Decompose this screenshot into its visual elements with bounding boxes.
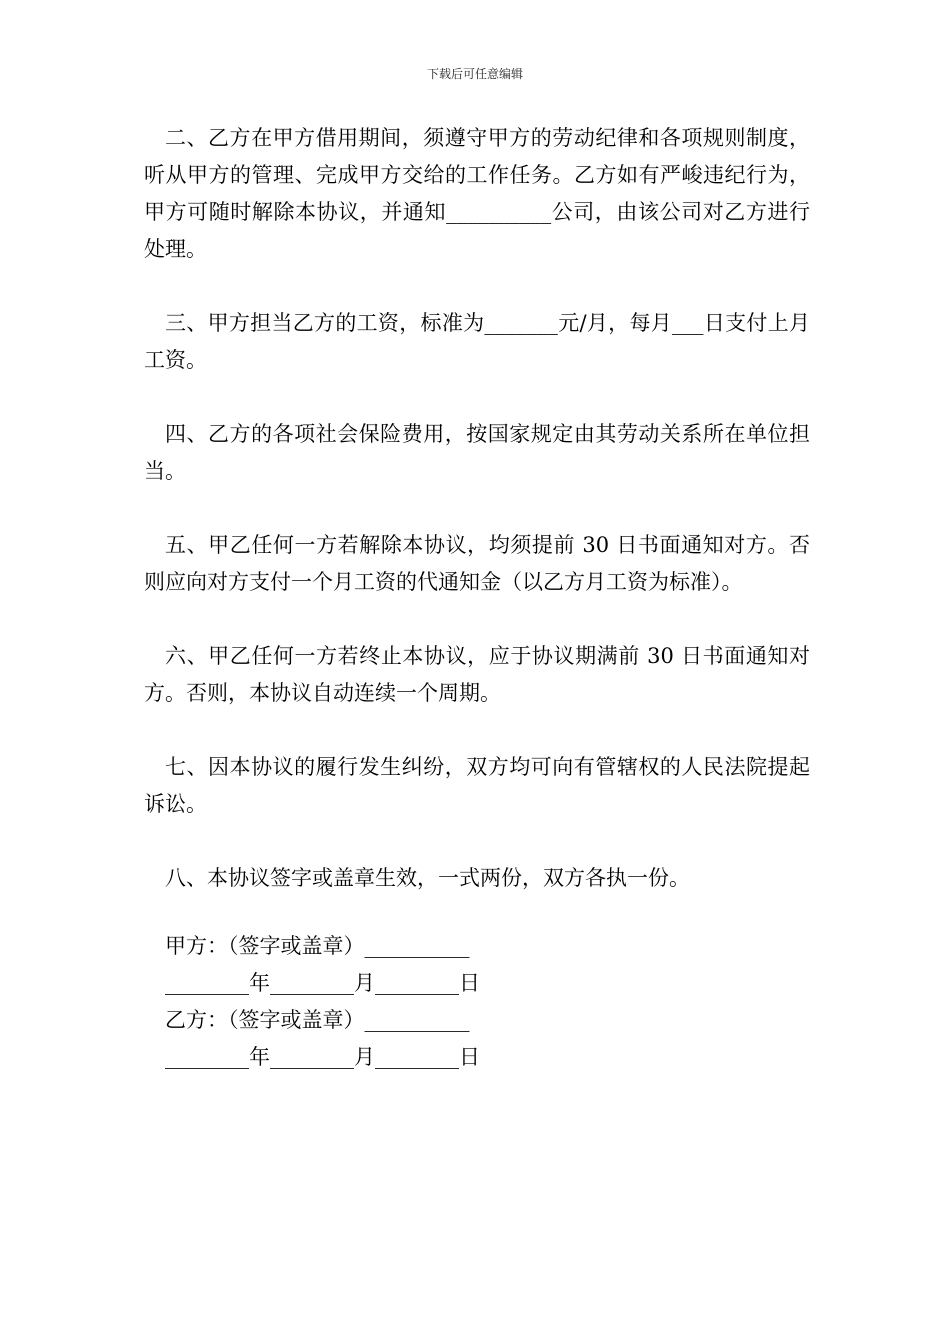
clause-8: 八、本协议签字或盖章生效，一式两份，双方各执一份。 — [165, 866, 690, 890]
clause-7: 七、因本协议的履行发生纠纷，双方均可向有管辖权的人民法院提起诉讼。 — [144, 755, 810, 816]
clause-3: 三、甲方担当乙方的工资，标准为_______元/月，每月___日支付上月工资。 — [144, 311, 810, 372]
party-a-signature-line: 甲方：（签字或盖章）__________ — [165, 934, 470, 958]
clause-2: 二、乙方在甲方借用期间，须遵守甲方的劳动纪律和各项规则制度，听从甲方的管理、完成甲方交给的工作任务。乙方如有严峻违纪行为，甲方可随时解除本协议，并通知__________公司，由该公司对乙方进行处理。 — [144, 126, 810, 261]
clause-5: 五、甲乙任何一方若解除本协议，均须提前 30 日书面通知对方。否则应向对方支付一个月工资的代通知金（以乙方月工资为标准）。 — [144, 533, 810, 594]
party-b-date-line: ________年________月________日 — [165, 1045, 480, 1069]
document-body — [144, 120, 810, 1076]
header-note: 下载后可任意编辑 — [426, 67, 523, 81]
party-a-date-line: ________年________月________日 — [165, 971, 480, 995]
clause-4: 四、乙方的各项社会保险费用，按国家规定由其劳动关系所在单位担当。 — [144, 422, 810, 483]
clause-6: 六、甲乙任何一方若终止本协议，应于协议期满前 30 日书面通知对方。否则，本协议自动连续一个周期。 — [144, 644, 810, 705]
signature-block — [144, 928, 810, 1076]
party-b-signature-line: 乙方：（签字或盖章）__________ — [165, 1008, 470, 1032]
